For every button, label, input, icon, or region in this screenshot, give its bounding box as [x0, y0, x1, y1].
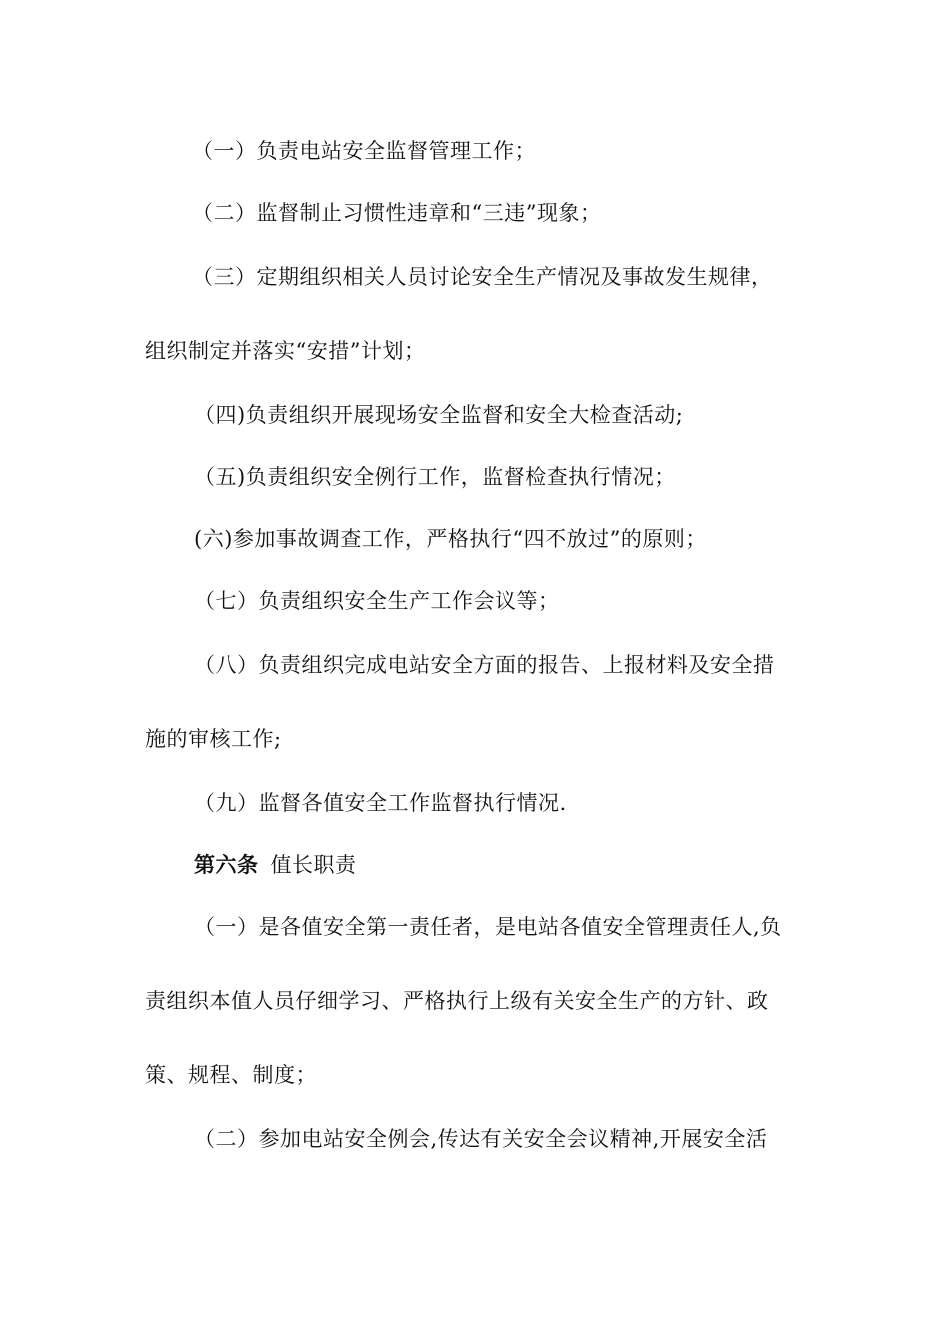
- item-1-7: （七）负责组织安全生产工作会议等；: [194, 589, 560, 613]
- item-2-1-line-2: 责组织本值人员仔细学习、严格执行上级有关安全生产的方针、政: [145, 989, 769, 1013]
- item-1-4: （四)负责组织开展现场安全监督和安全大检查活动;: [194, 403, 684, 427]
- item-1-5: （五)负责组织安全例行工作，监督检查执行情况；: [194, 465, 676, 489]
- item-1-6: (六)参加事故调查工作，严格执行“四不放过”的原则；: [194, 527, 707, 551]
- item-2-1-line-3: 策、规程、制度；: [145, 1063, 317, 1087]
- item-1-8-line-2: 施的审核工作;: [145, 727, 282, 751]
- item-2-1-line-1: （一）是各值安全第一责任者，是电站各值安全管理责任人,负: [194, 915, 782, 939]
- item-1-3-line-2: 组织制定并落实“安措”计划；: [145, 339, 426, 363]
- article-heading: [194, 851, 357, 879]
- item-1-3-line-1: （三）定期组织相关人员讨论安全生产情况及事故发生规律，: [192, 265, 773, 289]
- item-1-2: （二）监督制止习惯性违章和“三违”现象；: [192, 201, 602, 225]
- article-number: 第六条: [194, 853, 259, 877]
- article-title: 值长职责: [270, 853, 357, 877]
- item-1-8-line-1: （八）负责组织完成电站安全方面的报告、上报材料及安全措: [194, 653, 775, 677]
- item-1-9: （九）监督各值安全工作监督执行情况.: [194, 791, 567, 815]
- item-2-2-line-1: （二）参加电站安全例会,传达有关安全会议精神,开展安全活: [194, 1127, 768, 1151]
- item-1-1: （一）负责电站安全监督管理工作；: [192, 139, 536, 163]
